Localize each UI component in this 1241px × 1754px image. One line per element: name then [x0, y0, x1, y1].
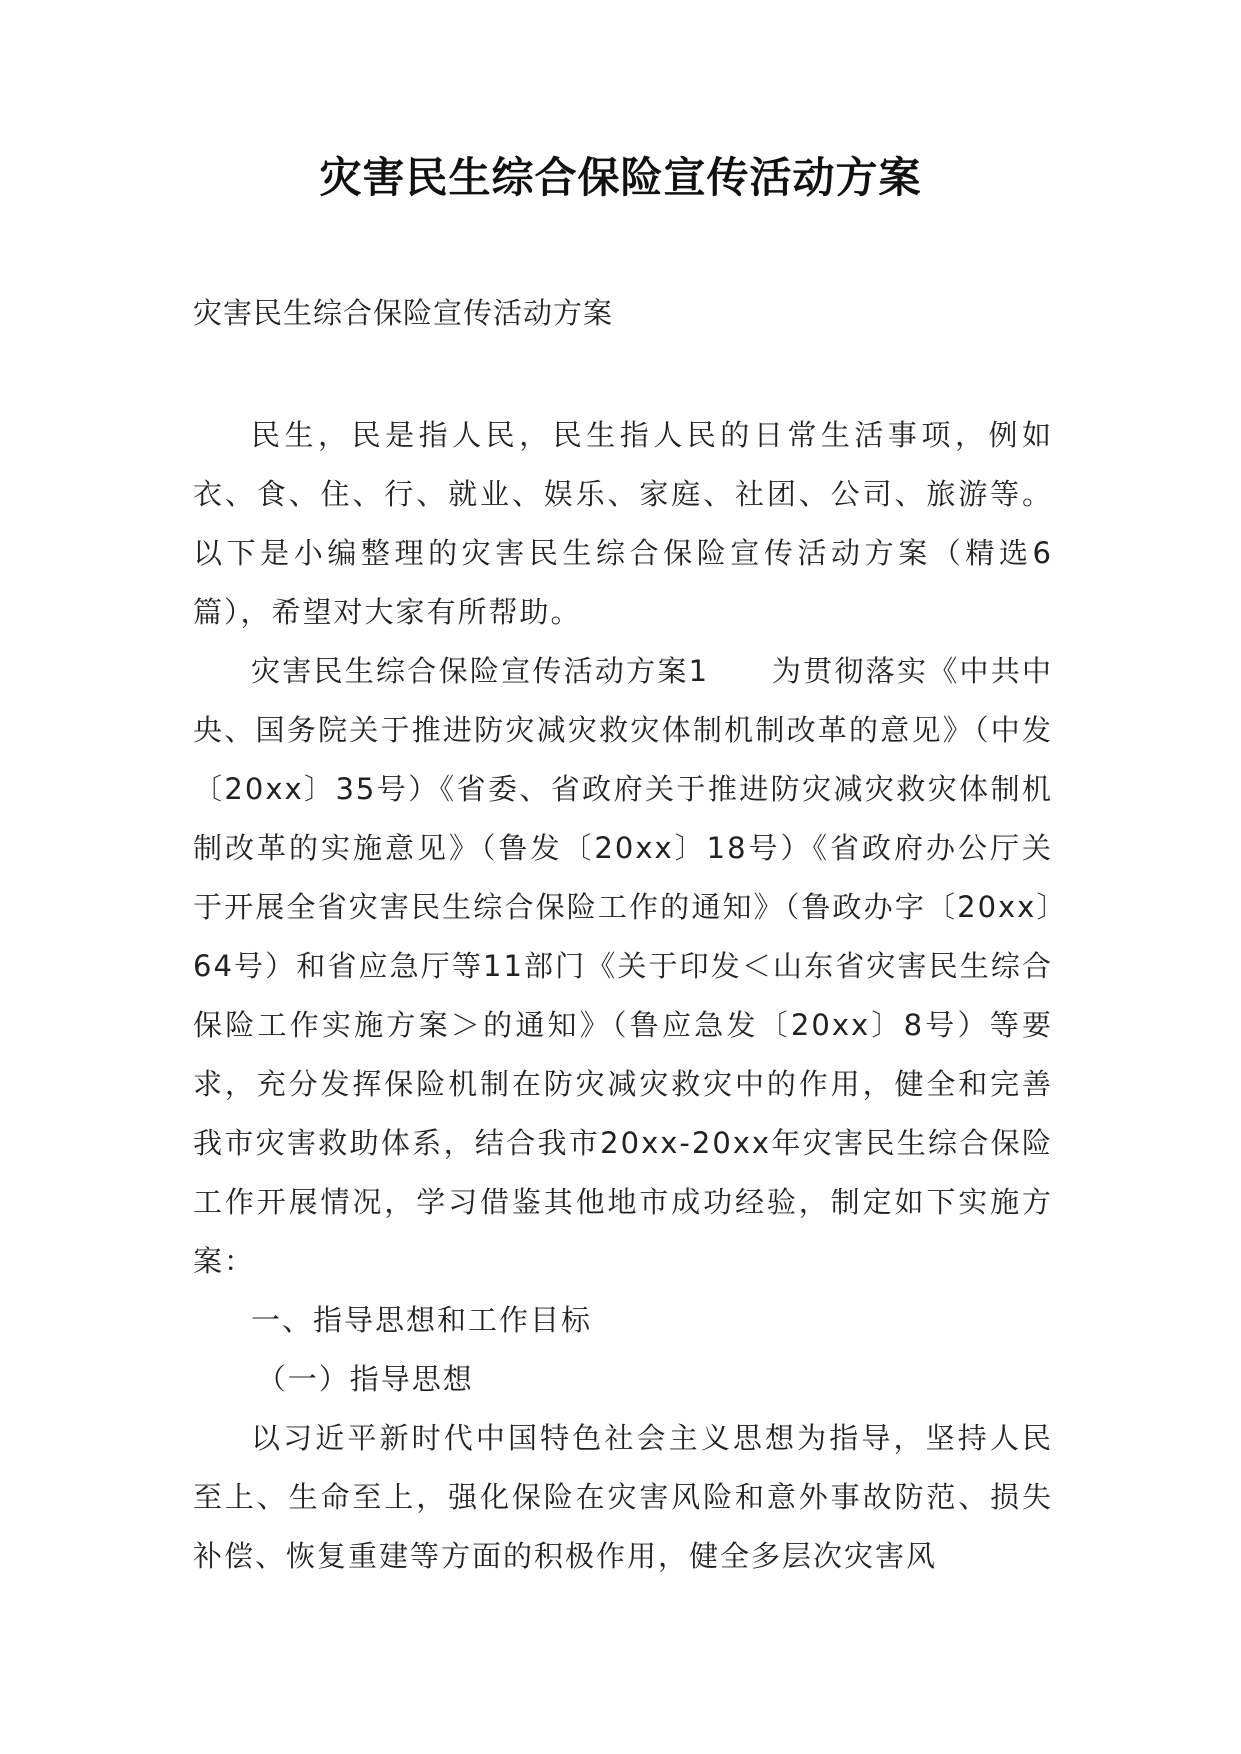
- plan-1-paragraph: 灾害民生综合保险宣传活动方案1 为贯彻落实《中共中央、国务院关于推进防灾减灾救灾体制机制改革的意见》（中发〔20xx〕35号）《省委、省政府关于推进防灾减灾救灾体制机制改革的实施意见》（鲁发〔20xx〕18号）《省政府办公厅关于开展全省灾害民生综合保险工作的通知》（鲁政办字〔20xx〕64号）和省应急厅等11部门《关于印发＜山东省灾害民生综合保险工作实施方案＞的通知》（鲁应急发〔20xx〕8号）等要求，充分发挥保险机制在防灾减灾救灾中的作用，健全和完善我市灾害救助体系，结合我市20xx-20xx年灾害民生综合保险工作开展情况，学习借鉴其他地市成功经验，制定如下实施方案：: [193, 654, 1053, 1278]
- subsection-heading-1: （一）指导思想: [256, 1362, 474, 1396]
- document-title: 灾害民生综合保险宣传活动方案: [319, 153, 922, 202]
- intro-paragraph: 民生，民是指人民，民生指人民的日常生活事项，例如衣、食、住、行、就业、娱乐、家庭、社团、公司、旅游等。以下是小编整理的灾害民生综合保险宣传活动方案（精选6篇），希望对大家有所帮助。: [193, 418, 1053, 629]
- guiding-thought-paragraph: 以习近平新时代中国特色社会主义思想为指导，坚持人民至上、生命至上，强化保险在灾害风险和意外事故防范、损失补偿、恢复重建等方面的积极作用，健全多层次灾害风: [193, 1421, 1053, 1573]
- document-subtitle: 灾害民生综合保险宣传活动方案: [193, 296, 614, 330]
- document-body: [193, 406, 1053, 1586]
- section-heading-1: 一、指导思想和工作目标: [251, 1303, 593, 1337]
